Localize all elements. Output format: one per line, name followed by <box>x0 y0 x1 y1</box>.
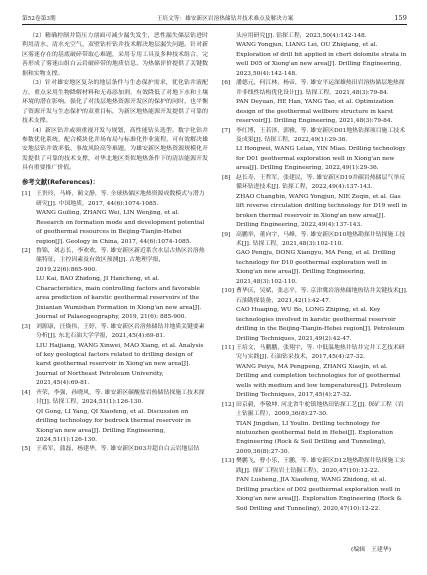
reference-text: 鲁锦，刘志长，李欢欢，等. 雄安新区新近系含水层古热区岩溶热储特征，主控因素及有效区预测[J]. 古地理学报，2019,22(6):865-900. <box>36 247 205 273</box>
reference-item <box>222 193 408 231</box>
reference-item <box>22 247 208 275</box>
conclusion-paragraph: （2）精确控制井筒压力剖面可减少漏失发生，恶性漏失储层钻进时利用清水、清水充空气、双壁钻杆钻井技术解决地层漏失问题。针对新区雾迷存在的基底破碎带取心难题，采用专用工具及多种技术组合，完善形成了雾迷山组白云岩破碎带的地质信息，为热储评价提供了关键数据和实物支撑。 <box>22 33 208 77</box>
reference-item <box>22 408 208 446</box>
page-number: 159 <box>394 14 407 22</box>
reference-text: 头应用研究[J]. 钻探工程，2023,50(4):142-148. <box>236 33 367 39</box>
reference-item <box>222 306 408 344</box>
conclusion-paragraph: （4）新区钻井或须重视开发与规划，高性能钻头选型、数字化钻井参数优化系统、配合模块化井场布局与标准化作业流程，可有效解决雄安地层钻井效率低、事故风险高等难题，为雄安新区地热资源规模化开发提供了可靠的技术支撑，对华北地区类似地热条件下的清洁能源开发具有重要推广价值。 <box>22 127 208 172</box>
reference-number <box>222 420 236 458</box>
reference-item <box>222 401 408 420</box>
reference-item <box>22 445 208 454</box>
reference-number <box>222 193 236 231</box>
reference-item <box>22 275 208 322</box>
reference-number <box>222 476 236 514</box>
reference-item <box>222 344 408 363</box>
reference-text: CAO Huaqing, WU Bo, LONG Zhiping, et al. Key technologies involved in karstic geothermal reservoir drilling in the Beijing-Tianjin-Hebei region[J]. Petroleum Drilling Techniques, 2021,49(2):42-47. <box>236 307 405 342</box>
reference-item <box>222 363 408 401</box>
reference-number <box>222 32 236 41</box>
reference-number: [7] <box>222 127 231 134</box>
reference-text: 王培文，马鹏鹏，张翔宇，等. 中低温地热井钻井完井工艺技术研究与实践[J]. 石油钻采技术，2017,45(4):27-32. <box>236 344 405 361</box>
reference-number <box>22 408 36 446</box>
reference-text: LI Hongwei, WANG Lelan, YIN Miao. Drilling technology for D01 geothermal exploration well in Xiong'an new area[J]. Drilling Engineering, 2022,49(1):29-36. <box>236 146 406 172</box>
reference-text: 齐荣，李强，孙晓风，等. 雄安新区碳酸盐岩热储钻探施工技术探讨[J]. 钻探工程，2024,51(1):126-130. <box>36 389 205 406</box>
reference-text: GAO Pengju, DONG Xiangyu, MA Feng, et al. Drilling technology for D10 geothermal exploration well in Xiong'an new area[J]. Drilling Engineering, 2021,48(3):102-110. <box>236 250 396 285</box>
reference-item <box>22 389 208 408</box>
reference-number: [10] <box>222 288 235 295</box>
references-heading: 参考文献(References)： <box>22 178 99 186</box>
reference-item <box>222 476 408 514</box>
journal-issue: 第52卷第3期 <box>22 16 56 22</box>
reference-number: [11] <box>222 344 235 351</box>
reference-number <box>222 145 236 173</box>
reference-number: [13] <box>222 458 235 465</box>
reference-text: 刘源康，汪焕伟，王婷，等. 雄安新区岩溶热储钻井地质关键要素分析[J]. 东北石油大学学报，2021,45(4):69-81. <box>36 323 205 340</box>
reference-item <box>22 209 208 247</box>
reference-item <box>22 190 208 209</box>
editor-note: (编辑 王建华) <box>351 547 391 553</box>
reference-number: [4] <box>22 389 31 396</box>
reference-item <box>222 79 408 98</box>
reference-number: [2] <box>22 247 31 254</box>
reference-text: 王希军，蒲磊，杨建华，等. 雄安新区D03并超自白云岩地层钻 <box>36 446 200 453</box>
reference-number: [6] <box>222 80 231 87</box>
reference-item <box>222 231 408 250</box>
reference-item <box>222 457 408 476</box>
reference-number: [5] <box>22 446 31 453</box>
reference-item <box>22 342 208 389</box>
reference-item <box>222 41 408 79</box>
reference-text: WANG Yongjun, LIANG Lei, OU Zhiqiang, et al. Exploration of drill bit applied in chert dolomite strata in well D05 of Xiong'an new area[J]. Drilling Engineering, 2023,50(4):142-148. <box>236 42 407 77</box>
running-title: 王培文等：雄安新区岩溶热储钻井技术难点及解决方案 <box>156 16 294 22</box>
reference-number <box>222 41 236 79</box>
reference-number: [3] <box>22 323 31 330</box>
reference-number <box>222 98 236 126</box>
reference-item <box>222 420 408 458</box>
reference-number: [9] <box>222 231 231 238</box>
reference-text: 王贵玲，马峰，蔺文静，等. 全球热储区地热资源成数模式与潜力研究[J]. 中国地质，2017, 44(6):1074-1085. <box>36 191 205 207</box>
reference-item <box>222 287 408 306</box>
reference-number <box>222 249 236 287</box>
reference-number <box>22 275 36 322</box>
reference-number <box>22 209 36 247</box>
reference-text: 曹华庆，吴斌，张志平，等. 京津冀岩溶热储地热钻井关键技术[J]. 石油勘探装备，2021,42(1):42-47. <box>236 288 408 304</box>
reference-text: WANG Guiling, ZHANG Wei, LIN Wenjing, et al. Research on formation mode and development potential of geothermal resources in Beijing-Tianjin-Hebei region[J]. Geology in China, 2017, 44(6):1074-1085. <box>36 210 205 245</box>
reference-number: [8] <box>222 174 231 181</box>
reference-text: 高鹏举，董向宇，马峰，等. 雄安新区D10地热勘探井钻探施工技术[J]. 钻探工程，2021,48(3):102-110. <box>236 231 406 247</box>
reference-text: ZHAO Changbin, WANG Yongjun, NIE Zeqin, et al. Gas lift reverse circulation drilling technology for D19 well in broken thermal reservoir in Xiong'an new area[J]. Drilling Engineering, 2022,49(4):137-143. <box>236 193 408 229</box>
reference-text: 赵长寿，王哲军，张建民，等. 雄安新区D19井碳岩热储层气举反循环钻进技术[J]. 钻探工程，2022,49(4):137-143. <box>236 174 406 191</box>
reference-text: FAN Lusheng, JIA Xiaofeng, WANG Zhidong, et al. Drilling practice of D02 geothermal exploration well in Xiong'an new area[J]. Exploration Engineering (Rock & Soil Drilling and Tunneling), 2020,47(10):12-22. <box>236 477 402 512</box>
reference-list <box>222 32 408 514</box>
reference-item <box>222 98 408 126</box>
reference-number <box>222 363 236 401</box>
reference-item <box>222 127 408 146</box>
reference-text: PAN Deyuan, HE Han, YANG Tao, et al. Optimization design of the geothermal wellbore structure in karst reservoir[J]. Drilling Engineering, 2021,48(3):79-84. <box>236 99 394 125</box>
reference-text: 李红博，王若泽，郭雅，等. 雄安新区D01地热钻探项目施工技术及成果[J]. 钻探工程，2022,49(1):29-36. <box>236 127 406 143</box>
reference-number <box>22 342 36 389</box>
reference-item <box>22 323 208 342</box>
reference-number: [12] <box>222 401 235 408</box>
reference-text: QI Gong, LI Yang, QI Xiaofeng, et al. Discussion on drilling technology for bedrock thermal reservoir in Xiong'an new area[J]. Drilling Engineering, 2024,51(1):126-130. <box>36 408 191 444</box>
reference-item <box>222 174 408 193</box>
reference-number: [1] <box>22 191 31 198</box>
reference-text: 潘德元，何江林，杨帝，等. 雄安平运深雄热田岩溶热储层地热探井非线性结构优化设计[J]. 钻探工程，2021,48(3):79-84. <box>236 80 405 96</box>
running-header <box>22 8 407 25</box>
reference-text: LU Kai, BAO Zhidong, JI Hancheng, et al. Characteristics, main controlling factors and favorable area prediction of karstic geothermal reservoirs of the Jixianian Wumishan Formation in Xiong'an new area[J]. Journal of Palaeogeography, 2019, 21(6): 885-900. <box>36 276 202 321</box>
reference-number <box>222 306 236 344</box>
conclusion-paragraph: （3）针对雄安地区复杂的地层条件与生态保护需求，优化钻井液配方，重点采用生物降解材料和无毒添加剂，有效降低了对地下水和土壤环境的潜在影响。强化了对浅层地热资源开发区的保护的同时，也平衡了资源开发与生态保护的双重目标，为新区地热能源开发提供了可靠的技术支撑。 <box>22 80 208 125</box>
reference-list <box>22 190 208 455</box>
reference-item <box>222 145 408 173</box>
reference-text: 田京毅，李敬坤. 河北省牛驼镇地热田钻探工艺[J]. 探矿工程（岩土钻掘工程），2009,36(8):27-30. <box>236 401 404 418</box>
reference-text: WANG Peiyu, MA Pengpeng, ZHANG Xiaojin, et al. Drilling and completion technologies for of geothermal wells with medium and low temperatures[J]. Petroleum Drilling Techniques, 2017,45(4):27-32. <box>236 363 402 399</box>
reference-text: LIU Haijiang, WANG Xinwei, MAO Xiang, et al. Analysis of key geological factors related to drilling design of karst geothermal reservoir in Xiong'an new area[J]. Journal of Northeast Petroleum University, 2021,45(4):69-81. <box>36 342 204 387</box>
reference-item <box>222 32 408 41</box>
right-column <box>222 32 408 514</box>
reference-item <box>222 249 408 287</box>
reference-text: TIAN Jingdian, LI Youlin. Drilling technology for niutuozhen geothermal field in Hebei[J]. Exploration Engineering (Rock & Soil Drilling and Tunneling), 2009,36(8):27-30. <box>236 420 394 455</box>
left-column <box>22 32 208 455</box>
reference-text: 樊鹏飞，曹小乐，王鹏，等. 雄安新区D12地热勘探井钻探施工实践[J]. 探矿工程(岩土钻掘工程)，2020,47(10):12-22. <box>236 458 406 474</box>
